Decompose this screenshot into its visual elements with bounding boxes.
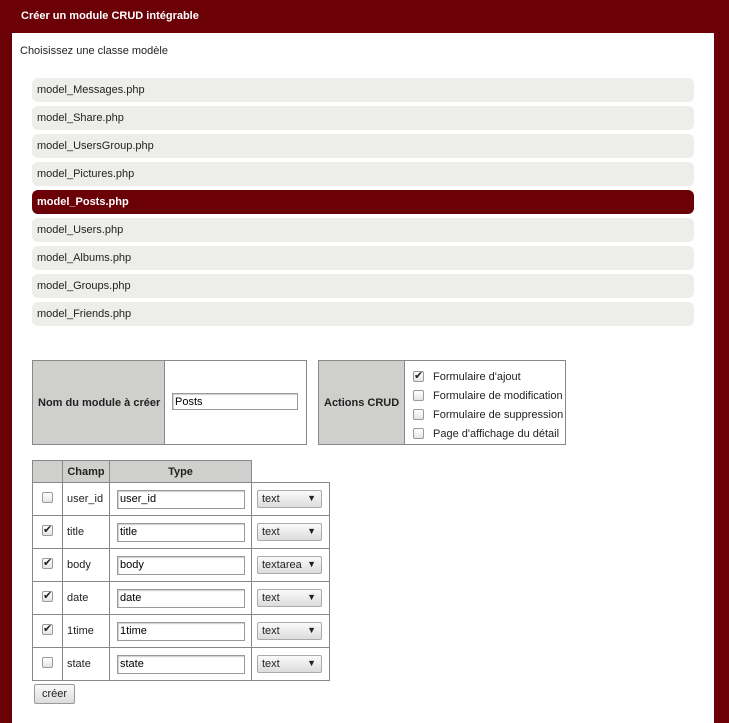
module-name-label: Nom du module à créer bbox=[33, 361, 165, 444]
type-select[interactable] bbox=[257, 622, 322, 640]
type-select-value: text bbox=[262, 592, 280, 604]
type-select-value: text bbox=[262, 493, 280, 505]
model-item[interactable]: model_Posts.php bbox=[32, 190, 694, 214]
type-select[interactable] bbox=[257, 655, 322, 673]
type-select-value: text bbox=[262, 625, 280, 637]
column-header-select bbox=[33, 461, 63, 483]
field-name: date bbox=[63, 582, 110, 615]
table-row bbox=[33, 483, 330, 516]
create-button[interactable]: créer bbox=[34, 684, 75, 704]
checkbox[interactable] bbox=[413, 371, 424, 382]
field-label-input[interactable] bbox=[117, 556, 245, 575]
column-header-champ: Champ bbox=[63, 461, 110, 483]
model-item[interactable]: model_Pictures.php bbox=[32, 162, 694, 186]
model-item[interactable]: model_Albums.php bbox=[32, 246, 694, 270]
dropdown-arrow-icon: ▼ bbox=[307, 658, 316, 668]
dropdown-arrow-icon: ▼ bbox=[307, 625, 316, 635]
field-name: state bbox=[63, 648, 110, 681]
row-checkbox[interactable] bbox=[42, 591, 53, 602]
dropdown-arrow-icon: ▼ bbox=[307, 526, 316, 536]
type-select[interactable] bbox=[257, 523, 322, 541]
crud-actions-label: Actions CRUD bbox=[319, 361, 405, 444]
type-select[interactable] bbox=[257, 490, 322, 508]
model-item[interactable]: model_Messages.php bbox=[32, 78, 694, 102]
action-option-label: Formulaire de suppression bbox=[433, 408, 564, 421]
row-checkbox[interactable] bbox=[42, 624, 53, 635]
crud-actions-box bbox=[318, 360, 566, 445]
field-label-input[interactable] bbox=[117, 589, 245, 608]
column-header-type: Type bbox=[110, 461, 252, 483]
table-header-row bbox=[33, 461, 330, 483]
table-row bbox=[33, 582, 330, 615]
field-name: body bbox=[63, 549, 110, 582]
row-checkbox[interactable] bbox=[42, 492, 53, 503]
row-checkbox[interactable] bbox=[42, 657, 53, 668]
action-option-label: Page d'affichage du détail bbox=[433, 427, 560, 440]
field-label-input[interactable] bbox=[117, 490, 245, 509]
action-option[interactable] bbox=[413, 367, 563, 386]
dropdown-arrow-icon: ▼ bbox=[307, 493, 316, 503]
field-name: 1time bbox=[63, 615, 110, 648]
table-row bbox=[33, 648, 330, 681]
table-row bbox=[33, 549, 330, 582]
row-checkbox[interactable] bbox=[42, 558, 53, 569]
action-option-label: Formulaire de modification bbox=[433, 389, 563, 402]
dropdown-arrow-icon: ▼ bbox=[307, 592, 316, 602]
subtitle: Choisissez une classe modèle bbox=[20, 45, 168, 57]
action-option[interactable] bbox=[413, 424, 563, 443]
type-select[interactable] bbox=[257, 589, 322, 607]
model-item[interactable]: model_Users.php bbox=[32, 218, 694, 242]
type-select-value: text bbox=[262, 526, 280, 538]
checkbox[interactable] bbox=[413, 428, 424, 439]
table-row bbox=[33, 615, 330, 648]
model-item[interactable]: model_UsersGroup.php bbox=[32, 134, 694, 158]
fields-table bbox=[32, 460, 330, 681]
model-item[interactable]: model_Share.php bbox=[32, 106, 694, 130]
dropdown-arrow-icon: ▼ bbox=[307, 559, 316, 569]
model-item[interactable]: model_Groups.php bbox=[32, 274, 694, 298]
row-checkbox[interactable] bbox=[42, 525, 53, 536]
main-panel bbox=[12, 33, 714, 723]
field-label-input[interactable] bbox=[117, 523, 245, 542]
module-name-input[interactable] bbox=[172, 393, 298, 410]
checkbox[interactable] bbox=[413, 390, 424, 401]
action-option[interactable] bbox=[413, 405, 563, 424]
type-select-value: textarea bbox=[262, 559, 302, 571]
window-title: Créer un module CRUD intégrable bbox=[0, 0, 716, 32]
field-label-input[interactable] bbox=[117, 622, 245, 641]
type-select[interactable] bbox=[257, 556, 322, 574]
table-row bbox=[33, 516, 330, 549]
type-select-value: text bbox=[262, 658, 280, 670]
module-name-box bbox=[32, 360, 307, 445]
field-name: title bbox=[63, 516, 110, 549]
field-name: user_id bbox=[63, 483, 110, 516]
model-item[interactable]: model_Friends.php bbox=[32, 302, 694, 326]
checkbox[interactable] bbox=[413, 409, 424, 420]
crud-actions-list bbox=[413, 367, 563, 443]
action-option-label: Formulaire d'ajout bbox=[433, 370, 521, 383]
model-list bbox=[32, 78, 694, 330]
field-label-input[interactable] bbox=[117, 655, 245, 674]
action-option[interactable] bbox=[413, 386, 563, 405]
